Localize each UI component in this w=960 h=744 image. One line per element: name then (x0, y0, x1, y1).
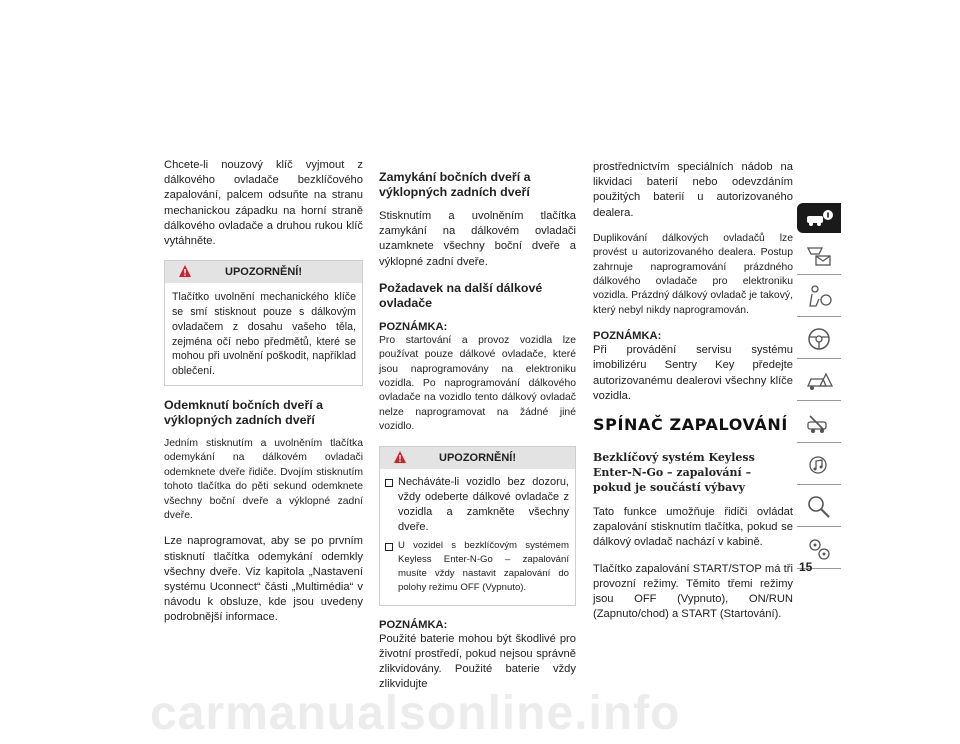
column-3 (593, 160, 793, 633)
heading-lock: Zamykání bočních dveří a výklopných zadních dveří (379, 170, 531, 199)
warning-list-item: Necháváte-li vozidlo bez dozoru, vždy odeberte dálkové ovladače z vozidla a zamkněte všechny dveře. (384, 475, 569, 535)
tab-multimedia[interactable] (797, 447, 841, 485)
warning-title: UPOZORNĚNÍ! (439, 451, 516, 464)
tab-service[interactable] (797, 405, 841, 443)
column-1 (164, 158, 363, 637)
music-icon (804, 450, 834, 480)
note-label: POZNÁMKA: (379, 320, 448, 333)
warning-triangle-icon (178, 264, 192, 278)
note-1 (379, 320, 576, 435)
note-label: POZNÁMKA: (593, 330, 662, 343)
car-info-icon (804, 206, 834, 230)
car-warning-icon (804, 366, 834, 396)
chapter-tabs (797, 203, 841, 573)
tab-emergency[interactable] (797, 363, 841, 401)
note-text: Pro startování a provoz vozidla lze používat pouze dálkové ovladače, které jsou naprogramovány na elektroniku vozidla. Po naprogramování dálkového ovladače na vozidlo tento dálkový ovladač nelze naprogramovat na žádné jiné vozidlo. (379, 334, 576, 433)
note-text: Použité baterie mohou být škodlivé pro životní prostředí, pokud nejsou správně zlikvidovány. Použité baterie vždy zlikvidujte (379, 632, 576, 691)
warning-title: UPOZORNĚNÍ! (225, 266, 302, 279)
function-paragraph: Tato funkce umožňuje řidiči ovládat zapalování stisknutím tlačítka, pokud se dálkový ovladač nachází v kabině. (593, 506, 793, 549)
intro-paragraph: Chcete-li nouzový klíč vyjmout z dálkového ovladače bezklíčového zapalování, palcem odsuňte na stranu mechanickou západku na horní straně dálkového ovladače a druhou rukou klíč vytáhněte. (164, 159, 363, 248)
warning-list-item: U vozidel s bezklíčovým systémem Keyless Enter-N-Go – zapalování musíte vždy nastavit zapalování do polohy režimu OFF (Vypnuto). (384, 539, 569, 595)
warning-box-1 (164, 260, 363, 386)
note-2 (379, 618, 576, 693)
warning-text: Tlačítko uvolnění mechanického klíče se smí stisknout pouze s dálkovým ovladačem z dosahu vašeho těla, zejména očí nebo předmětů, které se mohou při uvolnění poškodit, například oblečení. (172, 291, 356, 378)
checkbox-bullet-icon (385, 543, 393, 551)
tab-index[interactable] (797, 489, 841, 527)
warning-box-2 (379, 446, 576, 606)
program-paragraph: Lze naprogramovat, aby se po prvním stisknutí tlačítka odemykání odemkly všechny dveře. Viz kapitola „Nastavení systému Uconnect“ části „Multimédia“ v návodu k obsluze, kde jsou uvedeny podrobnější informace. (164, 535, 363, 624)
watermark: carmanualsonline.info (150, 687, 681, 740)
tab-getting-started[interactable] (797, 203, 841, 233)
tab-safety[interactable] (797, 279, 841, 317)
note-3 (593, 329, 793, 404)
button-paragraph: Tlačítko zapalování START/STOP má tři provozní režimy. Těmito třemi režimy jsou OFF (Vypnuto), ON/RUN (Zapnuto/chod) a START (Startování). (593, 562, 793, 621)
warning-list (380, 469, 575, 605)
note-label: POZNÁMKA: (379, 618, 448, 631)
checkbox-bullet-icon (385, 479, 393, 487)
steering-wheel-icon (804, 324, 834, 354)
page-number: 15 (799, 560, 813, 574)
section-title: SPÍNAČ ZAPALOVÁNÍ (593, 415, 788, 435)
duplicate-paragraph: Duplikování dálkových ovladačů lze provést u autorizovaného dealera. Postup zahrnuje naprogramování prázdného dálkového ovladače pro elektroniku vozidla. Prázdný dálkový ovladač je takový, který nebyl nikdy naprogramován. (593, 232, 793, 316)
search-icon (804, 492, 834, 522)
lock-paragraph: Stisknutím a uvolněním tlačítka zamykání na dálkovém ovladači uzamknete všechny boční dveře a výklopné zadní dveře. (379, 210, 576, 268)
tab-driving[interactable] (797, 321, 841, 359)
tab-messages[interactable] (797, 237, 841, 275)
continuation-paragraph: prostřednictvím speciálních nádob na likvidaci baterií nebo odevzdáním použitých baterií u autorizovaného dealera. (593, 161, 793, 219)
seat-person-icon (804, 282, 834, 312)
car-service-icon (804, 408, 834, 438)
warning-triangle-icon (393, 450, 407, 464)
note-text: Při provádění servisu systému imobilizéru Sentry Key předejte autorizovanému dealerovi všechny klíče vozidla. (593, 344, 793, 402)
heading-request: Požadavek na další dálkové ovladače (379, 280, 543, 310)
mail-icon (804, 240, 834, 270)
heading-unlock: Odemknutí bočních dveří a výklopných zadních dveří (164, 398, 324, 427)
sub-heading: Bezklíčový systém Keyless Enter-N-Go – zapalování – pokud je součástí výbavy (593, 451, 755, 495)
unlock-paragraph: Jedním stisknutím a uvolněním tlačítka odemykání na dálkovém ovladači odemknete dveře řidiče. Dvojím stisknutím tohoto tlačítka do pěti sekund odemknete všechny boční dveře a výklopné zadní dveře. (164, 438, 363, 522)
column-2 (379, 160, 576, 703)
